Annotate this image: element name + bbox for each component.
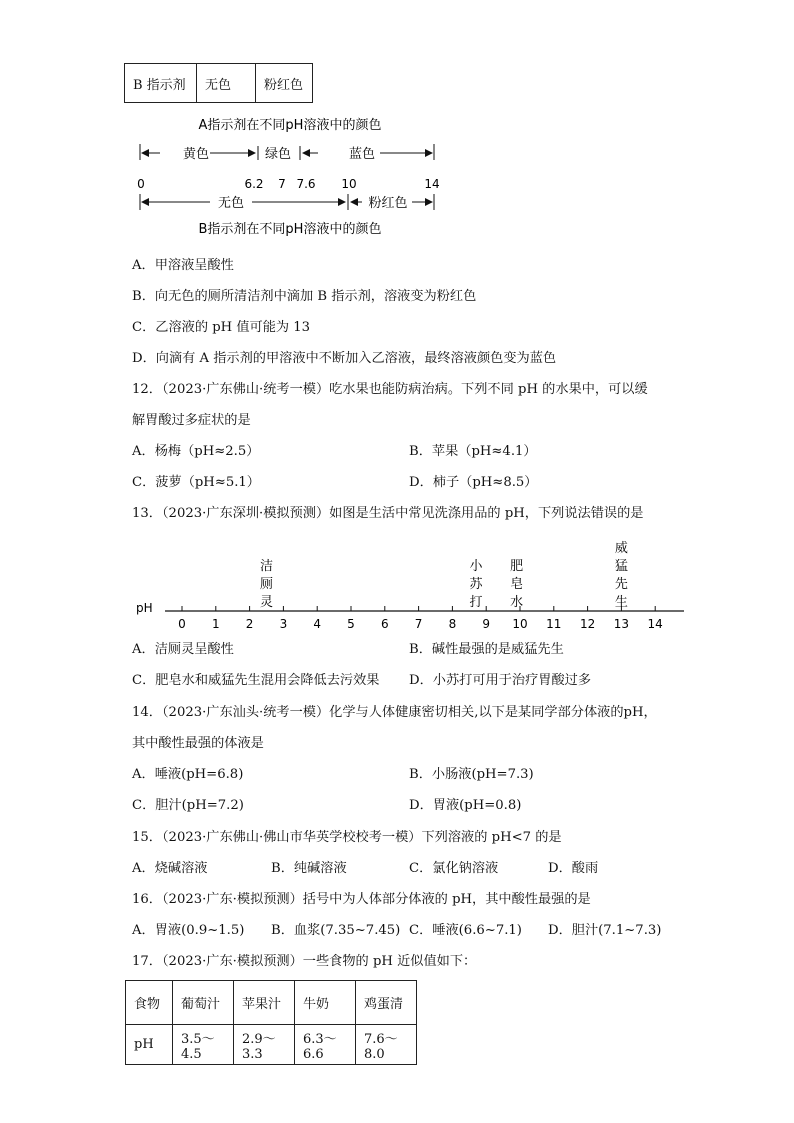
q15-option-d: D．酸雨 — [548, 861, 599, 876]
q12-option-d: D．柿子（pH≈8.5） — [409, 475, 538, 490]
table-header-cell: 葡萄汁 — [173, 981, 234, 1025]
q14-stem-line1: 14．（2023·广东汕头·统考一模）化学与人体健康密切相关,以下是某同学部分体液的pH， — [132, 705, 657, 720]
q13-option-b: B．碱性最强的是威猛先生 — [409, 642, 564, 657]
ph-tick-label: 11 — [546, 617, 562, 631]
table-cell: 无色 — [197, 64, 256, 103]
ph-product-label: 洁厕灵 — [259, 559, 274, 610]
q16-option-d: D．胆汁(7.1~7.3) — [548, 923, 662, 938]
a-blue-label: 蓝色 — [348, 147, 376, 162]
indicator-scale-diagram — [0, 110, 794, 240]
tick-label: 6.2 — [244, 177, 264, 191]
ph-tick-label: 2 — [245, 617, 254, 631]
q13-option-c: C．肥皂水和威猛先生混用会降低去污效果 — [132, 673, 380, 688]
ph-tick-label: 10 — [512, 617, 528, 631]
q15-option-a: A．烧碱溶液 — [132, 861, 208, 876]
a-green-label: 绿色 — [264, 147, 292, 162]
indicator-b-table — [124, 63, 313, 103]
q16-option-c: C．唾液(6.6~7.1) — [409, 923, 522, 938]
table-cell: pH — [126, 1025, 173, 1065]
q12-option-a: A．杨梅（pH≈2.5） — [132, 444, 260, 459]
q14-option-c: C．胆汁(pH=7.2) — [132, 798, 244, 813]
q15-option-b: B．纯碱溶液 — [271, 861, 347, 876]
ph-tick-label: 3 — [279, 617, 288, 631]
q15-option-c: C．氯化钠溶液 — [409, 861, 499, 876]
q11-option-c: C．乙溶液的 pH 值可能为 13 — [132, 320, 311, 335]
ph-product-label: 小苏打 — [469, 559, 483, 610]
q11-option-d: D．向滴有 A 指示剂的甲溶液中不断加入乙溶液，最终溶液颜色变为蓝色 — [132, 351, 557, 366]
table-cell: 7.6～8.0 — [356, 1025, 417, 1065]
ph-tick-label: 1 — [211, 617, 220, 631]
q13-option-d: D．小苏打可用于治疗胃酸过多 — [409, 673, 592, 688]
q14-option-b: B．小肠液(pH=7.3) — [409, 767, 534, 782]
ph-tick-label: 8 — [448, 617, 457, 631]
q13-stem: 13．（2023·广东深圳·模拟预测）如图是生活中常见洗涤用品的 pH，下列说法错误的是 — [132, 506, 644, 521]
indicator-b-title: B指示剂在不同pH溶液中的颜色 — [198, 222, 382, 237]
q16-option-a: A．胃液(0.9~1.5) — [132, 923, 245, 938]
a-yellow-label: 黄色 — [182, 147, 210, 162]
q12-stem-line1: 12．（2023·广东佛山·统考一模）吃水果也能防病治病。下列不同 pH 的水果中，可以缓 — [132, 382, 648, 397]
tick-label: 7 — [278, 177, 286, 191]
ph-tick-label: 5 — [347, 617, 355, 631]
q13-option-a: A．洁厕灵呈酸性 — [132, 642, 234, 657]
ph-tick-label: 7 — [414, 617, 423, 631]
q12-option-c: C．菠萝（pH≈5.1） — [132, 475, 260, 490]
ph-axis-label: pH — [136, 601, 153, 615]
b-colorless-label: 无色 — [217, 196, 245, 211]
q17-stem: 17．（2023·广东·模拟预测）一些食物的 pH 近似值如下： — [132, 954, 477, 969]
q14-option-d: D．胃液(pH=0.8) — [409, 798, 522, 813]
table-header-cell: 食物 — [126, 981, 173, 1025]
q12-option-b: B．苹果（pH≈4.1） — [409, 444, 537, 459]
ph-tick-label: 0 — [178, 617, 186, 631]
table-cell: 6.3～6.6 — [295, 1025, 356, 1065]
ph-product-label: 威猛先生 — [614, 541, 628, 610]
q14-option-a: A．唾液(pH=6.8) — [132, 767, 244, 782]
q16-stem: 16．（2023·广东·模拟预测）括号中为人体部分体液的 pH，其中酸性最强的是 — [132, 892, 591, 907]
table-header-cell: 苹果汁 — [234, 981, 295, 1025]
tick-label: 0 — [137, 177, 145, 191]
ph-tick-label: 6 — [380, 617, 389, 631]
q14-stem-line2: 其中酸性最强的体液是 — [132, 736, 264, 751]
tick-label: 10 — [341, 177, 357, 191]
ph-tick-label: 13 — [613, 617, 630, 631]
q11-option-a: A．甲溶液呈酸性 — [132, 258, 234, 273]
ph-tick-label: 9 — [482, 617, 491, 631]
tick-label: 7.6 — [296, 177, 316, 191]
table-cell: 2.9～3.3 — [234, 1025, 295, 1065]
ph-scale-diagram — [0, 532, 794, 632]
ph-product-label: 肥皂水 — [510, 559, 524, 610]
table-cell: 3.5～4.5 — [173, 1025, 234, 1065]
q12-stem-line2: 解胃酸过多症状的是 — [132, 413, 251, 428]
table-header-cell: 鸡蛋清 — [356, 981, 417, 1025]
indicator-a-title: A指示剂在不同pH溶液中的颜色 — [198, 118, 382, 133]
ph-tick-label: 14 — [647, 617, 663, 631]
food-ph-table — [125, 980, 417, 1065]
table-cell: B 指示剂 — [125, 64, 197, 103]
tick-label: 14 — [424, 177, 440, 191]
table-cell: 粉红色 — [256, 64, 313, 103]
q15-stem: 15．（2023·广东佛山·佛山市华英学校校考一模）下列溶液的 pH<7 的是 — [132, 830, 562, 845]
table-header-cell: 牛奶 — [295, 981, 356, 1025]
q16-option-b: B．血浆(7.35~7.45) — [271, 923, 401, 938]
ph-tick-label: 12 — [579, 617, 596, 631]
b-pink-label: 粉红色 — [368, 196, 408, 211]
q11-option-b: B．向无色的厕所清洁剂中滴加 B 指示剂，溶液变为粉红色 — [132, 289, 477, 304]
ph-tick-label: 4 — [313, 617, 322, 631]
